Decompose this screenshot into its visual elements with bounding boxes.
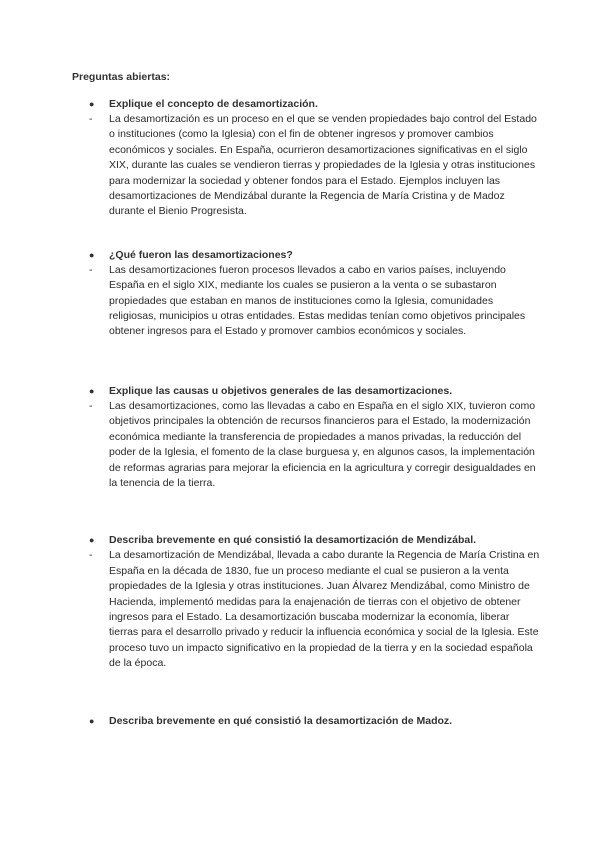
answer-text: Las desamortizaciones fueron procesos llevados a cabo en varios países, incluyendo España en el siglo XIX, mediante los cuales se pusieron a la venta o se subastaron propiedades que estaban en manos de instituciones como la Iglesia, comunidades religiosas, municipios u otras entidades. Estas medidas tenían como objetivos principales obtener ingresos para el Estado y promover cambios económicos y sociales.: [109, 263, 526, 338]
dash-icon: -: [89, 399, 93, 412]
dash-icon: -: [89, 549, 93, 562]
question-row: [72, 248, 540, 263]
answer-text: Las desamortizaciones, como las llevadas a cabo en España en el siglo XIX, tuvieron como objetivos principales la obtención de recursos financieros para el Estado, la modernización económica mediante la transferencia de propiedades a manos privadas, la reducción del poder de la Iglesia, el fomento de la clase burguesa y, en algunos casos, la implementación de reformas agrarias para mejorar la eficiencia en la agricultura y corregir desigualdades en la tenencia de la tierra.: [109, 399, 536, 489]
answer-row: [72, 399, 540, 491]
question-block-4: [72, 533, 540, 671]
question-block-2: [72, 248, 540, 340]
answer-row: [72, 548, 540, 671]
question-text: Describa brevemente en qué consistió la desamortización de Madoz.: [109, 714, 453, 727]
question-row: [72, 97, 540, 112]
dash-icon: -: [89, 263, 93, 276]
bullet-icon: ●: [89, 249, 95, 260]
question-text: ¿Qué fueron las desamortizaciones?: [109, 248, 293, 261]
question-block-3: [72, 384, 540, 491]
question-text: Describa brevemente en qué consistió la desamortización de Mendizábal.: [109, 534, 477, 547]
question-text: Explique las causas u objetivos generales de las desamortizaciones.: [109, 384, 453, 397]
question-row: [72, 384, 540, 399]
question-row: [72, 714, 540, 729]
dash-icon: -: [89, 113, 93, 125]
answer-row: [72, 263, 540, 340]
answer-row: [72, 112, 540, 220]
question-text: Explique el concepto de desamortización.: [109, 98, 318, 110]
answer-text: La desamortización es un proceso en el que se venden propiedades bajo control del Estado o instituciones (como la Iglesia) con el fin de obtener ingresos y promover cambios económicos y sociales. En España, ocurrieron desamortizaciones significativas en el siglo XIX, durante las cuales se vendieron tierras y propiedades de la Iglesia y otras instituciones para modernizar la sociedad y obtener fondos para el Estado. Ejemplos incluyen las desamortizaciones de Mendizábal durante la Regencia de María Cristina y de Madoz durante el Bienio Progresista.: [109, 113, 537, 218]
bullet-icon: ●: [89, 535, 95, 546]
answer-text: La desamortización de Mendizábal, llevada a cabo durante la Regencia de María Cristina en España en la década de 1830, fue un proceso mediante el cual se pusieron a la venta propiedades de la Iglesia y otras instituciones. Juan Álvarez Mendizábal, como Ministro de Hacienda, implementó medidas para la enajenación de tierras con el objetivo de obtener ingresos para el Estado. La desamortización buscaba modernizar la economía, liberar tierras para el desarrollo privado y reducir la influencia económica y social de la Iglesia. Este proceso tuvo un impacto significativo en la propiedad de la tierra y en la sociedad española de la época.: [109, 549, 540, 670]
bullet-icon: ●: [89, 715, 95, 726]
document-heading: Preguntas abiertas:: [72, 71, 171, 83]
bullet-icon: ●: [89, 99, 95, 109]
question-block-1: [72, 97, 540, 220]
question-block-5: [72, 714, 540, 729]
question-row: [72, 533, 540, 548]
bullet-icon: ●: [89, 385, 95, 396]
